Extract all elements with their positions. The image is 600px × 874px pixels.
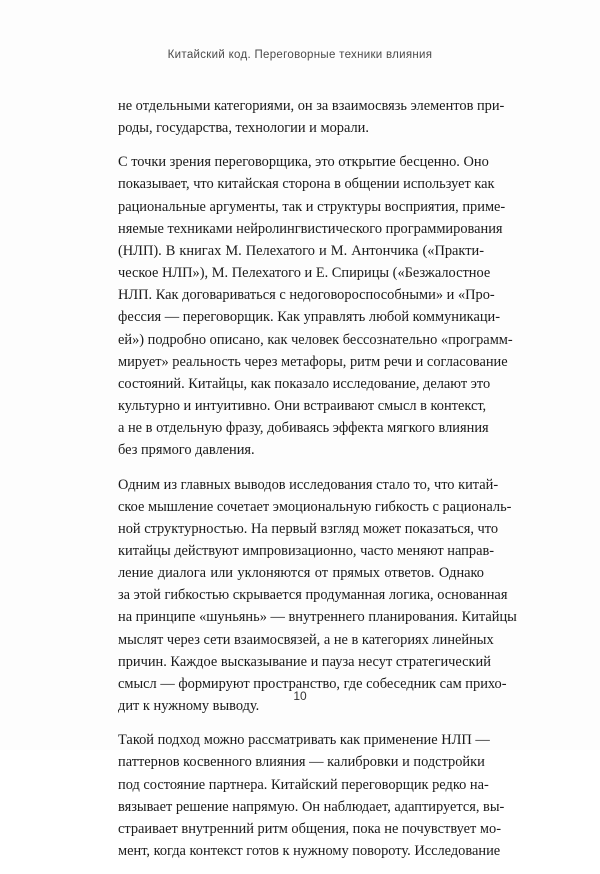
text-line: дит к нужному выводу.	[118, 698, 260, 715]
text-line: Одним из главных выводов исследования стало то, что китай-	[118, 476, 499, 493]
body-text	[118, 95, 517, 874]
text-line: страивает внутренний ритм общения, пока не почувствует мо-	[118, 820, 501, 837]
text-line: роды, государства, технологии и морали.	[118, 120, 369, 137]
text-line: не отдельными категориями, он за взаимосвязь элементов при-	[118, 98, 505, 114]
text-line: мент, когда контекст готов к нужному повороту. Исследование	[118, 843, 501, 859]
text-line: НЛП. Как договариваться с недоговороспособными» и «Про-	[118, 287, 495, 304]
text-line: а не в отдельную фразу, добиваясь эффекта мягкого влияния	[118, 420, 489, 437]
paragraph	[118, 474, 517, 718]
text-line: фессия — переговорщик. Как управлять любой коммуникаци-	[118, 309, 501, 326]
text-line: (НЛП). В книгах М. Пелехатого и М. Антончика («Практи-	[118, 242, 484, 259]
text-line: паттернов косвенного влияния — калибровки и подстройки	[118, 754, 485, 771]
text-line: китайцы действуют импровизационно, часто меняют направ-	[118, 542, 495, 559]
page-number: 10	[293, 689, 307, 703]
text-line: мирует» реальность через метафоры, ритм речи и согласование	[118, 353, 508, 370]
text-line: ление диалога или уклоняются от прямых ответов. Однако	[118, 565, 484, 582]
text-line: ной структурностью. На первый взгляд может показаться, что	[118, 520, 499, 537]
text-line: Такой подход можно рассматривать как применение НЛП —	[118, 732, 490, 749]
text-line: показывает, что китайская сторона в общении использует как	[118, 176, 495, 193]
text-line: причин. Каждое высказывание и пауза несут стратегический	[118, 653, 491, 670]
text-line: няемые техниками нейролингвистического программирования	[118, 220, 503, 237]
paragraph	[118, 151, 513, 461]
text-line: ское мышление сочетает эмоциональную гибкость с рациональ-	[118, 498, 512, 515]
text-line: культурно и интуитивно. Они встраивают смысл в контекст,	[118, 398, 487, 415]
paragraph	[118, 95, 505, 139]
running-header: Китайский код. Переговорные техники влияния	[167, 49, 433, 61]
text-line: под состояние партнера. Китайский переговорщик редко на-	[118, 776, 489, 793]
text-line: смысл — формируют пространство, где собеседник сам прихо-	[118, 675, 507, 692]
text-line: мыслят через сети взаимосвязей, а не в категориях линейных	[118, 631, 494, 648]
text-line: С точки зрения переговорщика, это открытие бесценно. Оно	[118, 154, 489, 171]
text-line: на принципе «шуньянь» — внутреннего планирования. Китайцы	[118, 609, 517, 626]
text-line: состояний. Китайцы, как показало исследование, делают это	[118, 375, 491, 392]
text-line: вязывает решение напрямую. Он наблюдает, адаптируется, вы-	[118, 798, 505, 815]
paragraph	[118, 729, 505, 862]
text-line: за этой гибкостью скрывается продуманная логика, основанная	[118, 587, 508, 604]
text-line: ей») подробно описано, как человек бессознательно «программ-	[118, 331, 513, 348]
text-line: без прямого давления.	[118, 442, 255, 459]
text-line: ческое НЛП»), М. Пелехатого и Е. Спирицы («Безжалостное	[118, 265, 491, 282]
text-line: рациональные аргументы, так и структуры восприятия, приме-	[118, 198, 506, 215]
